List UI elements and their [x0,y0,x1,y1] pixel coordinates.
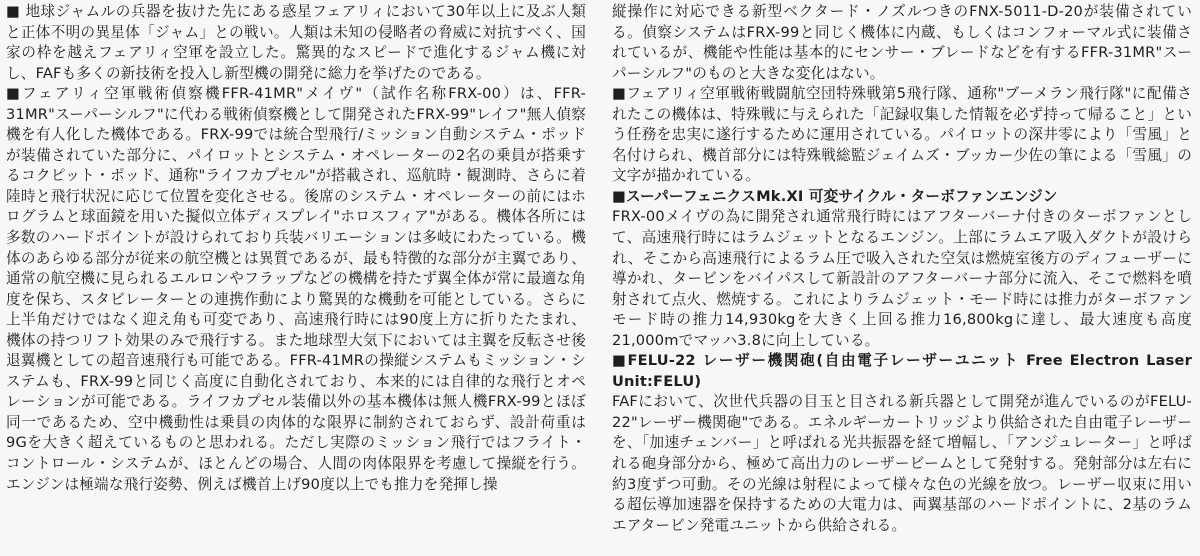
nozzle-recon-paragraph: 縦操作に対応できる新型ベクタード・ノズルつきのFNX-5011-D-20が装備されている。偵察システムはFRX-99と同じく機体に内蔵、もしくはコンフォーマル式に装備されているが、機能や性能は基本的にセンサー・ブレードなどを有するFFR-31MR"スーパーシルフ"のものと大きな変化はない。 [612,3,1192,82]
boomerang-squadron-paragraph: ■フェアリィ空軍戦術戦闘航空団特殊戦第5飛行隊、通称"ブーメラン飛行隊"に配備されたこの機体は、特殊戦に与えられた「記録収集した情報を必ず持って帰ること」という任務を忠実に遂行するために運用されている。パイロットの深井零により「雪風」と名付けられ、機首部分には特殊戦総監ジェイムズ・ブッカー少佐の筆による「雪風」の文字が描かれている。 [612,85,1192,185]
right-text-column [612,2,1192,536]
intro-paragraph: ■ 地球ジャムルの兵器を抜けた先にある惑星フェアリィにおいて30年以上に及ぶ人類と正体不明の異星体「ジャム」との戦い。人類は未知の侵略者の脅威に対抗すべく、国家の枠を越えフェアリィ空軍を設立した。驚異的なスピードで進化するジャム機に対し、FAFも多くの新技術を投入し新型機の開発に総力を挙げたのである。 [6,3,586,82]
engine-section-heading: ■スーパーフェニクスMk.XI 可変サイクル・ターボファンエンジン [612,187,1058,205]
left-text-column [6,2,586,495]
laser-section-heading: ■FELU-22 レーザー機関砲(自由電子レーザーユニット Free Electron Laser Unit:FELU) [612,352,1192,390]
engine-description-paragraph: FRX-00メイヴの為に開発され通常飛行時にはアフターバーナ付きのターボファンとして、高速飛行時にはラムジェットとなるエンジン。上部にラムエア吸入ダクトが設けられ、そこから高速飛行によるラム圧で吸入された空気は燃焼室後方のディフューザーに導かれ、タービンをバイパスして新設計のアフターバーナ部分に流入、そこで燃料を噴射されて点火、燃焼する。これによりラムジェット・モード時には推力がターボファンモード時の推力14,930kgを大きく上回る推力16,800kgに達し、最大速度も高度21,000mでマッハ3.8に向上している。 [612,208,1192,349]
laser-description-paragraph: FAFにおいて、次世代兵器の目玉と目される新兵器として開発が進んでいるのがFELU-22"レーザー機関砲"である。エネルギーカートリッジより供給された自由電子レーザーを、「加速チェンバー」と呼ばれる光共振器を経て増幅し、「アンジュレーター」と呼ばれる砲身部分から、極めて高出力のレーザービームとして発射する。発射部分は左右に約3度ずつ可動。その光線は射程によって様々な色の光線を放つ。レーザー収束に用いる超伝導加速器を保持するための大電力は、両翼基部のハードポイントに、2基のラムエアタービン発電ユニットから供給される。 [612,393,1192,534]
maeve-description-paragraph: ■フェアリィ空軍戦術偵察機FFR-41MR"メイヴ"（試作名称FRX-00）は、FFR-31MR"スーパーシルフ"に代わる戦術偵察機として開発されたFRX-99"レイフ"無人偵察機を有人化した機体である。FRX-99では統合型飛行/ミッション自動システム・ポッドが装備されていた部分に、パイロットとシステム・オペレーターの2名の乗員が搭乗するコクピット・ポッド、通称"ライフカプセル"が搭載され、巡航時・観測時、さらに着陸時と飛行状況に応じて位置を変化させる。後席のシステム・オペレーターの前にはホログラムと球面鏡を用いた擬似立体ディスプレイ"ホロスフィア"がある。機体各所には多数のハードポイントが設けられており兵装バリエーションは多岐にわたっている。機体のあらゆる部分が従来の航空機とは異質であるが、最も特徴的な部分が主翼であり、通常の航空機に見られるエルロンやフラップなどの機構を持たず翼全体が常に最適な角度を保ち、スタビレーターとの連携作動により驚異的な機動を可能としている。さらに上半角だけではなく迎え角も可変であり、高速飛行時には90度上方に折りたたまれ、機体の持つリフト効果のみで飛行する。また地球型大気下においては主翼を反転させ後退翼機としての超音速飛行も可能である。FFR-41MRの操縦システムもミッション・システムも、FRX-99と同じく高度に自動化されており、本来的には自律的な飛行とオペレーションが可能である。ライフカプセル装備以外の基本機体は無人機FRX-99とほぼ同一であるため、空中機動性は乗員の肉体的な限界に制約されておらず、設計荷重は9Gを大きく超えているものと思われる。ただし実際のミッション飛行ではフライト・コントロール・システムが、ほとんどの場合、人間の肉体限界を考慮して操縦を行う。エンジンは極端な飛行姿勢、例えば機首上げ90度以上でも推力を発揮し操 [6,85,586,493]
